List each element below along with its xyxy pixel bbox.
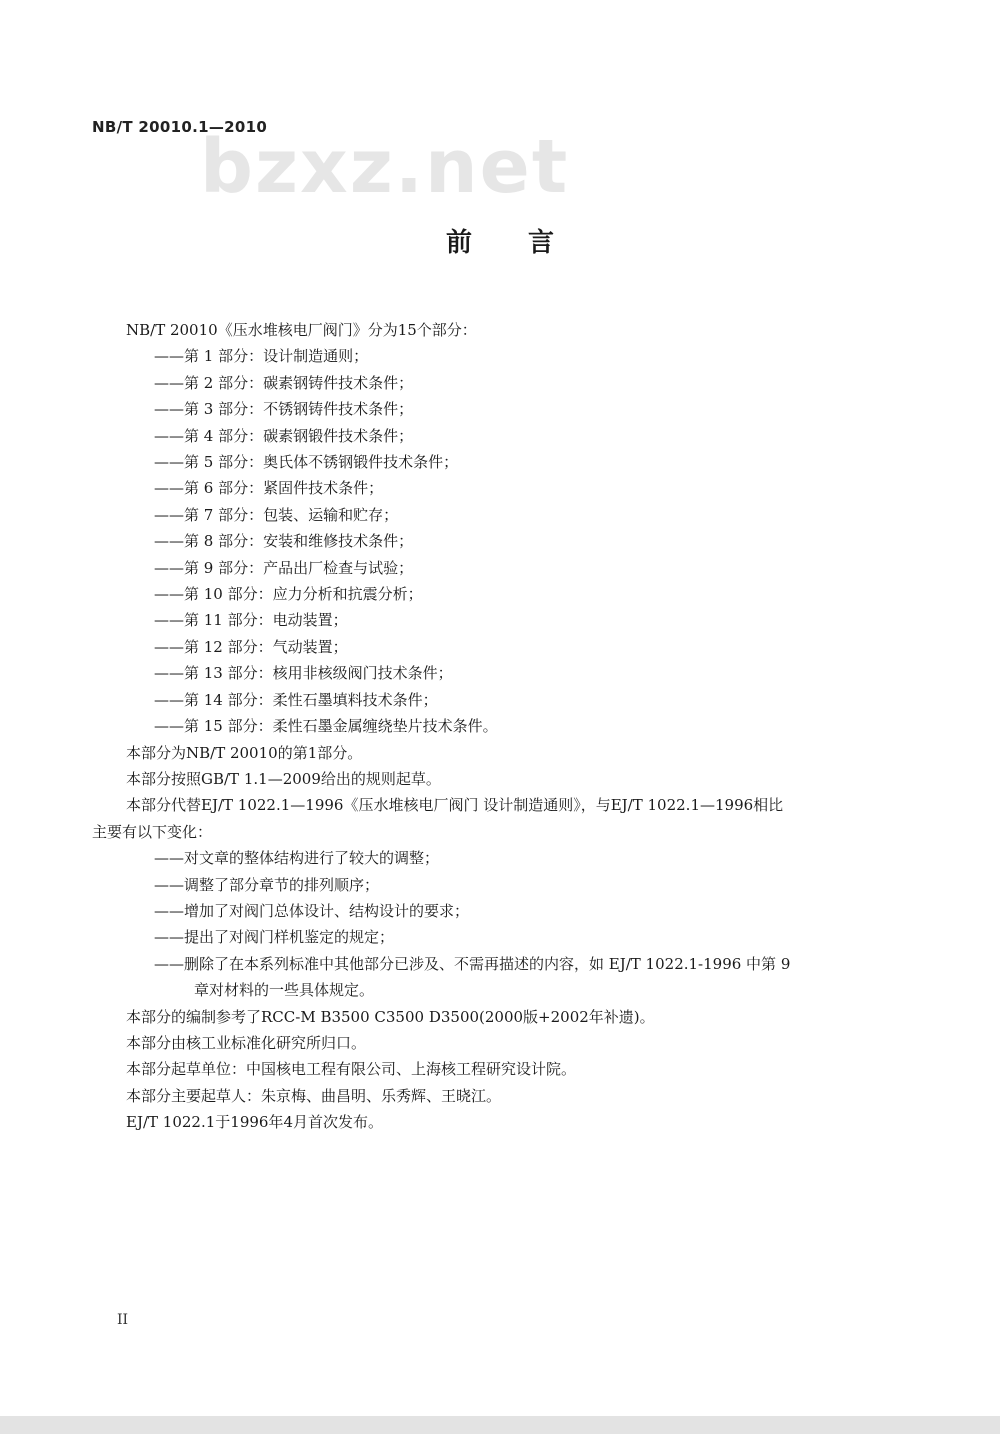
change-item: ——提出了对阀门样机鉴定的规定； [154, 928, 395, 947]
closing-paragraph: 本部分由核工业标准化研究所归口。 [126, 1033, 367, 1052]
part-item: ——第 11 部分：电动装置； [154, 611, 348, 630]
part-item: ——第 15 部分：柔性石墨金属缠绕垫片技术条件。 [154, 717, 498, 736]
replaces-paragraph-line1: 本部分代替EJ/T 1022.1—1996《压水堆核电厂阀门 设计制造通则》，与EJ/T 1022.1—1996相比 [126, 796, 784, 815]
change-item-last-line2: 章对材料的一些具体规定。 [194, 981, 375, 1000]
part-item: ——第 4 部分：碳素钢锻件技术条件； [154, 426, 414, 445]
this-part-paragraph: 本部分为NB/T 20010的第1部分。 [126, 743, 363, 762]
part-item: ——第 13 部分：核用非核级阀门技术条件； [154, 664, 453, 683]
viewer-bottom-bar [0, 1416, 1000, 1434]
part-item: ——第 6 部分：紧固件技术条件； [154, 479, 384, 498]
part-item: ——第 1 部分：设计制造通则； [154, 347, 369, 366]
part-item: ——第 9 部分：产品出厂检查与试验； [154, 558, 414, 577]
change-item: ——调整了部分章节的排列顺序； [154, 875, 380, 894]
page-title: 前言 [445, 228, 610, 258]
closing-paragraph: 本部分的编制参考了RCC-M B3500 C3500 D3500(2000版+2002年补遗)。 [126, 1007, 655, 1026]
part-item: ——第 14 部分：柔性石墨填料技术条件； [154, 690, 438, 709]
change-item: ——增加了对阀门总体设计、结构设计的要求； [154, 901, 470, 920]
part-item: ——第 10 部分：应力分析和抗震分析； [154, 585, 423, 604]
intro-paragraph: NB/T 20010《压水堆核电厂阀门》分为15个部分： [126, 321, 477, 339]
drafting-rules-paragraph: 本部分按照GB/T 1.1—2009给出的规则起草。 [126, 769, 441, 788]
closing-paragraph: 本部分起草单位：中国核电工程有限公司、上海核工程研究设计院。 [126, 1060, 577, 1079]
part-item: ——第 8 部分：安装和维修技术条件； [154, 532, 414, 551]
part-item: ——第 12 部分：气动装置； [154, 637, 348, 656]
closing-paragraph: EJ/T 1022.1于1996年4月首次发布。 [126, 1113, 383, 1132]
document-code: NB/T 20010.1—2010 [92, 118, 268, 136]
closing-paragraph: 本部分主要起草人：朱京梅、曲昌明、乐秀辉、王晓江。 [126, 1086, 502, 1105]
change-item-last-line1: ——删除了在本系列标准中其他部分已涉及、不需再描述的内容，如 EJ/T 1022.1-1996 中第 9 [154, 954, 791, 973]
part-item: ——第 7 部分：包装、运输和贮存； [154, 505, 399, 524]
watermark-logo: bzxz.net [200, 124, 570, 210]
part-item: ——第 2 部分：碳素钢铸件技术条件； [154, 373, 414, 392]
part-item: ——第 5 部分：奥氏体不锈钢锻件技术条件； [154, 453, 459, 472]
foreword-body [92, 317, 898, 1136]
change-item: ——对文章的整体结构进行了较大的调整； [154, 849, 440, 868]
part-item: ——第 3 部分：不锈钢铸件技术条件； [154, 400, 414, 419]
page-number: II [117, 1312, 129, 1328]
replaces-paragraph-line2: 主要有以下变化： [92, 822, 213, 841]
